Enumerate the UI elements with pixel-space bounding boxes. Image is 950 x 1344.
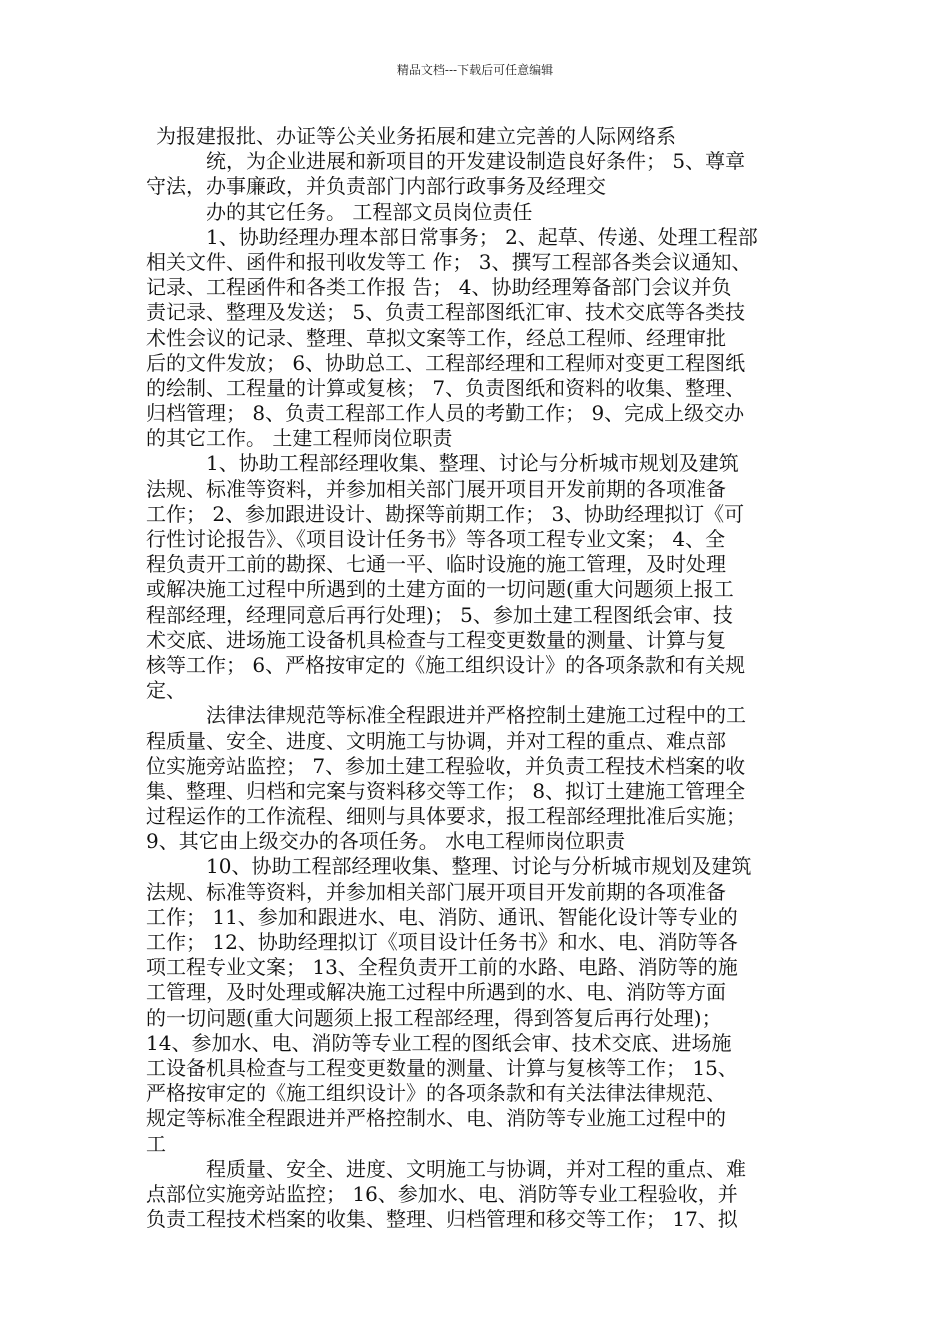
body-line: 程质量、安全、进度、文明施工与协调，并对工程的重点、难点部 bbox=[146, 728, 726, 753]
body-line: 的其它工作。 土建工程师岗位职责 bbox=[146, 426, 453, 451]
body-line: 工作； 12、协助经理拟订《项目设计任务书》和水、电、消防等各 bbox=[146, 930, 738, 954]
body-line: 守法，办事廉政，并负责部门内部行政事务及经理交 bbox=[146, 174, 606, 199]
body-line: 后的文件发放； 6、协助总工、工程部经理和工程师对变更工程图纸 bbox=[146, 350, 746, 375]
body-line: 的一切问题(重大问题须上报工程部经理，得到答复后再行处理)； bbox=[146, 1005, 722, 1030]
body-line: 工作； 11、参加和跟进水、电、消防、通讯、智能化设计等专业的 bbox=[146, 904, 738, 929]
body-line: 点部位实施旁站监控； 16、参加水、电、消防等专业工程验收，并 bbox=[146, 1181, 738, 1206]
body-line: 为报建报批、办证等公关业务拓展和建立完善的人际网络系 bbox=[156, 124, 676, 148]
body-line: 法律法律规范等标准全程跟进并严格控制土建施工过程中的工 bbox=[206, 703, 746, 728]
body-line: 核等工作； 6、严格按审定的《施工组织设计》的各项条款和有关规 bbox=[146, 652, 746, 677]
body-line: 统，为企业进展和新项目的开发建设制造良好条件； 5、尊章 bbox=[206, 149, 746, 174]
body-line: 严格按审定的《施工组织设计》的各项条款和有关法律法律规范、 bbox=[146, 1081, 726, 1106]
body-line: 相关文件、函件和报刊收发等工 作； 3、撰写工程部各类会议通知、 bbox=[146, 249, 752, 274]
page-header: 精品文档---下载后可任意编辑 bbox=[396, 63, 554, 77]
body-line: 1、协助经理办理本部日常事务； 2、起草、传递、处理工程部 bbox=[206, 224, 758, 249]
body-line: 术性会议的记录、整理、草拟文案等工作，经总工程师、经理审批 bbox=[146, 325, 726, 350]
body-line: 位实施旁站监控； 7、参加土建工程验收，并负责工程技术档案的收 bbox=[146, 753, 746, 778]
body-line: 9、其它由上级交办的各项任务。 水电工程师岗位职责 bbox=[146, 829, 626, 854]
body-line: 工设备机具检查与工程变更数量的测量、计算与复核等工作； 15、 bbox=[146, 1055, 738, 1080]
body-line: 工 bbox=[146, 1131, 166, 1156]
document-body bbox=[146, 124, 814, 1232]
body-line: 法规、标准等资料，并参加相关部门展开项目开发前期的各项准备 bbox=[146, 879, 726, 904]
body-line: 规定等标准全程跟进并严格控制水、电、消防等专业施工过程中的 bbox=[146, 1106, 726, 1131]
body-line: 1、协助工程部经理收集、整理、讨论与分析城市规划及建筑 bbox=[206, 451, 739, 476]
body-line: 过程运作的工作流程、细则与具体要求，报工程部经理批准后实施； bbox=[146, 804, 746, 829]
body-line: 10、协助工程部经理收集、整理、讨论与分析城市规划及建筑 bbox=[206, 854, 752, 879]
body-line: 程部经理，经理同意后再行处理)； 5、参加土建工程图纸会审、技 bbox=[146, 602, 733, 627]
body-line: 工作； 2、参加跟进设计、勘探等前期工作； 3、协助经理拟订《可 bbox=[146, 501, 745, 526]
body-line: 工管理，及时处理或解决施工过程中所遇到的水、电、消防等方面 bbox=[146, 980, 726, 1005]
body-line: 14、参加水、电、消防等专业工程的图纸会审、技术交底、进场施 bbox=[146, 1030, 732, 1055]
body-line: 法规、标准等资料，并参加相关部门展开项目开发前期的各项准备 bbox=[146, 476, 726, 501]
body-line: 术交底、进场施工设备机具检查与工程变更数量的测量、计算与复 bbox=[146, 627, 726, 652]
body-line: 办的其它任务。 工程部文员岗位责任 bbox=[206, 199, 533, 224]
body-line: 归档管理； 8、负责工程部工作人员的考勤工作； 9、完成上级交办 bbox=[146, 401, 745, 426]
body-line: 集、整理、归档和完案与资料移交等工作； 8、拟订土建施工管理全 bbox=[146, 778, 746, 803]
body-line: 定、 bbox=[146, 678, 186, 703]
body-line: 负责工程技术档案的收集、整理、归档管理和移交等工作； 17、拟 bbox=[146, 1207, 738, 1232]
body-line: 或解决施工过程中所遇到的土建方面的一切问题(重大问题须上报工 bbox=[146, 577, 734, 602]
body-line: 责记录、整理及发送； 5、负责工程部图纸汇审、技术交底等各类技 bbox=[146, 300, 746, 325]
body-line: 记录、工程函件和各类工作报 告； 4、协助经理筹备部门会议并负 bbox=[146, 275, 732, 300]
body-line: 项工程专业文案； 13、全程负责开工前的水路、电路、消防等的施 bbox=[146, 955, 738, 980]
body-line: 程负责开工前的勘探、七通一平、临时设施的施工管理，及时处理 bbox=[146, 552, 726, 577]
body-line: 程质量、安全、进度、文明施工与协调，并对工程的重点、难 bbox=[206, 1156, 746, 1181]
body-line: 的绘制、工程量的计算或复核； 7、负责图纸和资料的收集、整理、 bbox=[146, 375, 746, 400]
body-line: 行性讨论报告》、《项目设计任务书》等各项工程专业文案； 4、全 bbox=[146, 527, 726, 551]
